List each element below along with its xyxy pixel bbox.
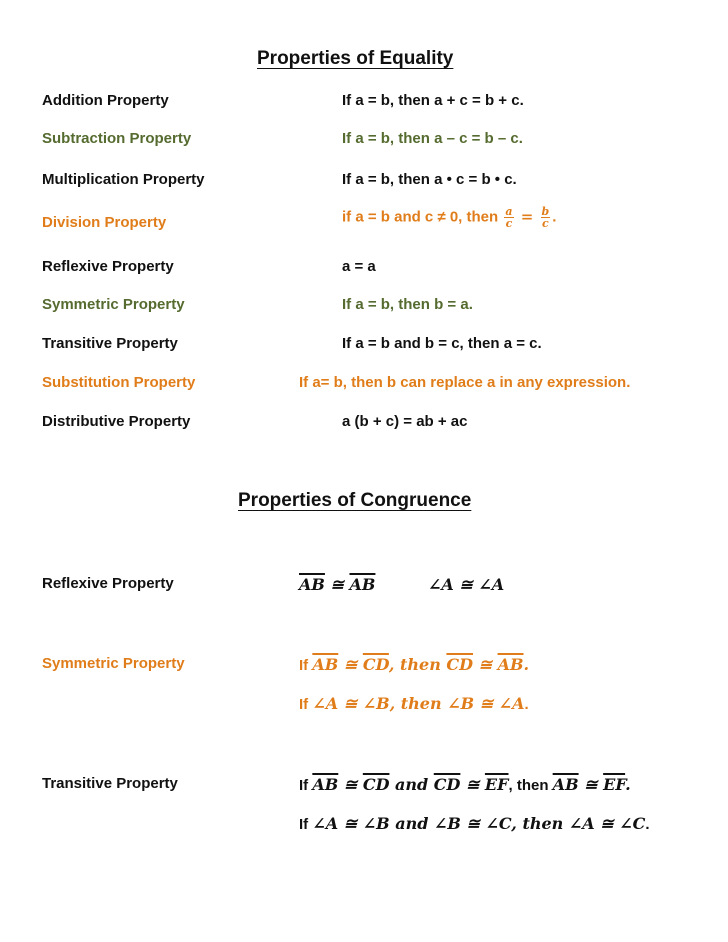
property-label: Division Property <box>42 214 167 231</box>
equality-row-symmetric <box>0 296 728 316</box>
property-label: Substitution Property <box>42 374 196 391</box>
property-label: Distributive Property <box>42 413 191 430</box>
property-label: Subtraction Property <box>42 130 192 147</box>
equality-row-division <box>0 205 728 234</box>
segment-ab: $\overline{AB}$ <box>552 775 579 794</box>
and-word: and <box>389 775 434 794</box>
fraction-b-over-c <box>541 206 551 229</box>
property-label: Transitive Property <box>42 775 178 792</box>
denominator: c <box>505 217 513 230</box>
congruent-symbol: ≅ <box>473 655 498 674</box>
denominator: c <box>542 217 549 230</box>
numerator: b <box>541 205 550 218</box>
congruence-title: Properties of Congruence <box>238 490 472 511</box>
property-label: Reflexive Property <box>42 258 174 275</box>
congruence-row-symmetric-angles <box>0 694 728 714</box>
segment-ef: $\overline{EF}$ <box>603 775 626 794</box>
period: . <box>524 696 529 713</box>
period: . <box>523 655 530 674</box>
segment-cd: $\overline{CD}$ <box>446 655 474 674</box>
property-label: Transitive Property <box>42 335 178 352</box>
congruent-symbol: ≅ <box>324 575 350 594</box>
numerator: a <box>505 205 513 218</box>
property-statement: a (b + c) = ab + ac <box>342 413 468 430</box>
segment-cd: $\overline{CD}$ <box>362 775 390 794</box>
equality-row-substitution <box>0 374 728 394</box>
segment-ab: $\overline{AB}$ <box>299 575 325 594</box>
property-statement: a = a <box>342 258 376 275</box>
congruence-row-transitive <box>0 775 728 795</box>
period: . <box>645 816 650 833</box>
congruence-row-transitive-angles <box>0 814 728 834</box>
property-statement: If a = b, then a – c = b – c. <box>342 130 523 147</box>
angle-statement <box>299 694 529 713</box>
segment-statement <box>299 655 529 674</box>
segment-statement <box>299 575 375 594</box>
angle-statement: ∠A ≅ ∠A <box>428 575 505 594</box>
angle-expression: ∠A ≅ ∠B, then ∠B ≅ ∠A <box>312 694 525 713</box>
equality-row-multiplication <box>0 171 728 191</box>
segment-ef: $\overline{EF}$ <box>484 775 509 794</box>
property-label: Addition Property <box>42 92 169 109</box>
equality-row-distributive <box>0 413 728 433</box>
equality-row-reflexive <box>0 258 728 278</box>
if-word: If <box>299 777 313 794</box>
congruent-symbol: ≅ <box>338 775 363 794</box>
segment-ab: $\overline{AB}$ <box>312 655 339 674</box>
property-label: Multiplication Property <box>42 171 205 188</box>
property-statement: If a = b, then b = a. <box>342 296 473 313</box>
property-statement: If a = b, then a • c = b • c. <box>342 171 517 188</box>
congruence-row-reflexive <box>0 575 728 595</box>
if-word: If <box>299 696 313 713</box>
period: . <box>625 775 631 794</box>
segment-statement <box>299 775 631 794</box>
property-label: Symmetric Property <box>42 655 185 672</box>
property-label: Symmetric Property <box>42 296 185 313</box>
property-statement: If a = b, then a + c = b + c. <box>342 92 524 109</box>
fraction-a-over-c <box>504 206 513 229</box>
congruent-symbol: ≅ <box>460 775 485 794</box>
equality-row-subtraction <box>0 130 728 150</box>
segment-ab: $\overline{AB}$ <box>497 655 524 674</box>
angle-statement <box>299 814 650 833</box>
segment-ab: $\overline{AB}$ <box>312 775 339 794</box>
equality-title: Properties of Equality <box>257 48 454 69</box>
equality-row-addition <box>0 92 728 112</box>
congruent-symbol: ≅ <box>338 655 363 674</box>
then-word: , then <box>388 655 447 674</box>
property-statement <box>342 206 556 229</box>
period: . <box>552 208 557 226</box>
if-word: If <box>299 816 313 833</box>
congruent-symbol: ≅ <box>578 775 604 794</box>
property-label: Reflexive Property <box>42 575 174 592</box>
segment-cd: $\overline{CD}$ <box>433 775 461 794</box>
congruence-row-symmetric <box>0 655 728 675</box>
property-statement: If a = b and b = c, then a = c. <box>342 335 542 352</box>
property-statement: If a= b, then b can replace a in any expression. <box>299 374 631 391</box>
division-prefix: if a = b and c ≠ 0, then <box>342 208 503 226</box>
then-word: , then <box>508 777 553 794</box>
equality-row-transitive <box>0 335 728 355</box>
if-word: If <box>299 657 313 674</box>
segment-cd: $\overline{CD}$ <box>362 655 389 674</box>
equals-sign: = <box>515 207 539 226</box>
segment-ab: $\overline{AB}$ <box>349 575 376 594</box>
angle-expression: ∠A ≅ ∠B and ∠B ≅ ∠C, then ∠A ≅ ∠C <box>312 814 646 833</box>
